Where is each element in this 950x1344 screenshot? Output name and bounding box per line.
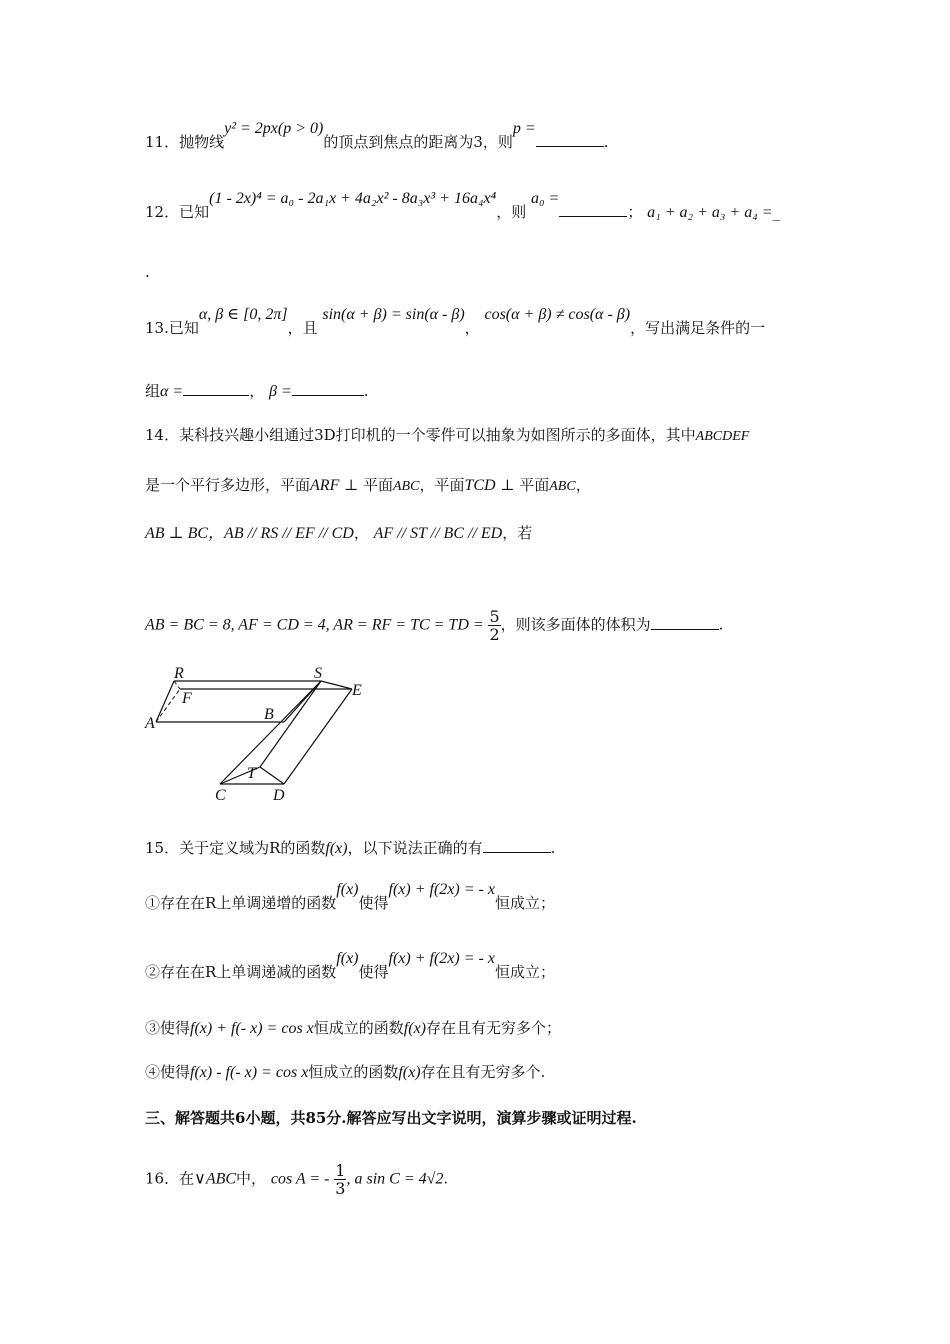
q11-end: . xyxy=(603,133,609,151)
edge-r-a xyxy=(156,681,174,722)
q13-text-pre: 已知 xyxy=(168,319,199,337)
label-a: A xyxy=(145,715,155,732)
q12-line xyxy=(145,190,781,223)
q13-text-end: ，写出满足条件的一 xyxy=(630,319,766,337)
q15-opt1-equation: f(x) + f(2x) = - x xyxy=(388,881,495,898)
q13-line2-pre: 组 xyxy=(145,382,161,400)
q11-parabola-equation: y² = 2px(p > 0) xyxy=(224,120,324,137)
q11-p-equals: p = xyxy=(512,120,536,137)
q14-tcd: TCD xyxy=(464,477,496,494)
q12-dot: . xyxy=(145,263,150,281)
q14-line3-end: ，若 xyxy=(502,524,533,542)
q13-sin-equation: sin(α + β) = sin(α - β) xyxy=(322,306,465,323)
label-f: F xyxy=(182,690,192,707)
label-b: B xyxy=(264,706,274,723)
q15-opt1-mid: 使得 xyxy=(358,894,389,912)
label-c: C xyxy=(215,787,226,804)
q15-option-1 xyxy=(145,881,555,914)
q13-beta-equals: β = xyxy=(269,383,292,400)
q11-line xyxy=(145,120,609,153)
q11-text-mid: 的顶点到焦点的距离为3，则 xyxy=(323,133,513,151)
q14-fraction xyxy=(488,608,500,643)
q15-opt2-mid: 使得 xyxy=(358,963,389,981)
label-t: T xyxy=(247,765,256,782)
q13-alpha-blank[interactable] xyxy=(183,381,249,396)
q15-opt2-f: f(x) xyxy=(336,950,359,967)
q14-perp-parallel-1: AB ⊥ BC，AB // RS // EF // CD xyxy=(145,525,354,542)
q16-frac-num: 1 xyxy=(335,1161,346,1180)
q16-text-mid: 中， xyxy=(236,1169,267,1188)
q14-lengths: AB = BC = 8, AF = CD = 4, AR = RF = TC = TD = xyxy=(145,616,484,634)
q13-alpha-equals: α = xyxy=(160,383,184,400)
q15-option-2 xyxy=(145,950,555,983)
q15-option-3 xyxy=(145,1018,561,1039)
q14-line4-dot: . xyxy=(718,615,724,634)
edge-t-d xyxy=(260,767,284,784)
q12-text-mid: ，则 xyxy=(496,203,527,221)
q11-answer-blank[interactable] xyxy=(536,132,604,147)
q15-opt4-pre: ④使得 xyxy=(145,1063,191,1081)
edge-s-e xyxy=(321,681,352,689)
edge-r-f-dashed xyxy=(174,681,180,689)
q15-opt4-end: 存在且有无穷多个. xyxy=(420,1063,546,1081)
q13-alpha-beta-range: α, β ∈ [0, 2π] xyxy=(198,306,288,323)
q15-opt4-equation: f(x) - f(- x) = cos x xyxy=(190,1064,309,1081)
q16-end: . xyxy=(443,1169,449,1188)
q15-opt4-f: f(x) xyxy=(398,1064,421,1081)
q15-opt1-end: 恒成立； xyxy=(494,894,555,912)
q15-line1 xyxy=(145,838,555,859)
edge-s-t xyxy=(260,681,321,767)
label-d: D xyxy=(273,787,285,804)
q14-line2 xyxy=(145,475,591,497)
edge-s-c xyxy=(220,681,321,784)
q13-line2 xyxy=(145,381,369,402)
q14-perp2: ⊥ 平面 xyxy=(495,476,550,494)
q14-line1 xyxy=(145,425,749,447)
q14-frac-den: 2 xyxy=(489,625,500,644)
q15-opt3-mid: 恒成立的函数 xyxy=(313,1019,404,1037)
q15-text-end: . xyxy=(550,839,556,857)
q12-sum-equals: a₁ + a₂ + a₃ + a₄ = xyxy=(647,204,773,221)
q13-comma2: ， xyxy=(249,382,265,400)
q14-volume-blank[interactable] xyxy=(651,615,719,630)
q15-text-pre: 15．关于定义域为R的函数 xyxy=(145,839,326,857)
q14-parallel-2: AF // ST // BC // ED xyxy=(373,525,503,542)
q15-opt2-pre: ②存在在R上单调递减的函数 xyxy=(145,963,337,981)
q15-opt1-pre: ①存在在R上单调递增的函数 xyxy=(145,894,337,912)
q14-perp1: ⊥ 平面 xyxy=(339,476,393,494)
q14-line4-end: ，则该多面体的体积为 xyxy=(500,615,651,634)
q14-line3 xyxy=(145,523,532,544)
edge-e-d xyxy=(284,689,352,784)
q12-text-pre: 已知 xyxy=(179,203,210,221)
q15-answer-blank[interactable] xyxy=(483,838,551,853)
q11-number: 11． xyxy=(145,133,180,151)
section-3-heading: 三、解答题共6小题，共85分.解答应写出文字说明，演算步骤或证明过程. xyxy=(145,1109,637,1127)
q15-opt2-equation: f(x) + f(2x) = - x xyxy=(388,950,495,967)
q12-binomial-expansion: (1 - 2x)⁴ = a₀ - 2a₁x + 4a₂x² - 8a₃x³ + 16a₄x⁴ xyxy=(209,190,497,207)
q14-line4 xyxy=(145,608,723,643)
q14-frac-num: 5 xyxy=(489,607,500,626)
q13-end: . xyxy=(363,382,369,400)
q13-beta-blank[interactable] xyxy=(292,381,364,396)
q15-opt4-mid: 恒成立的函数 xyxy=(308,1063,399,1081)
q14-arf: ARF xyxy=(310,477,340,494)
q12-tail: _ xyxy=(772,203,781,221)
q14-text-1: 14．某科技兴趣小组通过3D打印机的一个零件可以抽象为如图所示的多面体，其中 xyxy=(145,426,696,444)
q14-abc-1: ABC xyxy=(393,479,420,494)
q15-option-4 xyxy=(145,1062,545,1083)
q13-number: 13. xyxy=(145,319,169,337)
q15-opt3-f: f(x) xyxy=(403,1020,426,1037)
q13-and: ，且 xyxy=(287,319,318,337)
q15-fx: f(x) xyxy=(325,840,348,857)
q16-line xyxy=(145,1162,448,1197)
q11-text-pre: 抛物线 xyxy=(179,133,225,151)
q14-text-2a: 是一个平行多边形，平面 xyxy=(145,476,311,494)
q16-cos-a: cos A = - xyxy=(270,1170,330,1188)
q13-cos-inequality: cos(α + β) ≠ cos(α - β) xyxy=(484,306,631,323)
q12-a0-blank[interactable] xyxy=(559,202,627,217)
q13-comma: ， xyxy=(464,319,480,337)
q16-frac-den: 3 xyxy=(335,1179,346,1198)
q15-opt3-equation: f(x) + f(- x) = cos x xyxy=(190,1020,314,1037)
q16-fraction xyxy=(334,1162,346,1197)
q16-number: 16． xyxy=(145,1169,180,1188)
q12-sep: ； xyxy=(627,203,643,221)
label-s: S xyxy=(314,665,322,682)
q12-line2 xyxy=(145,262,150,282)
q12-a0-equals: a₀ = xyxy=(530,190,560,207)
q16-asinc: , a sin C = 4√2 xyxy=(346,1170,444,1188)
q15-opt2-end: 恒成立； xyxy=(494,963,555,981)
q15-opt3-pre: ③使得 xyxy=(145,1019,191,1037)
q15-opt3-end: 存在且有无穷多个； xyxy=(426,1019,562,1037)
q14-line3-sep: ， xyxy=(353,524,369,542)
polyhedron-figure xyxy=(140,660,380,810)
q15-opt1-f: f(x) xyxy=(336,881,359,898)
q12-number: 12． xyxy=(145,203,180,221)
q14-text-2c: ， xyxy=(575,476,591,494)
q15-text-mid: ，以下说法正确的有 xyxy=(347,839,483,857)
q16-text-pre: 在 xyxy=(179,1169,195,1188)
q13-line xyxy=(145,306,766,339)
q14-text-2b: ，平面 xyxy=(419,476,465,494)
label-r: R xyxy=(174,665,184,682)
q14-abc-2: ABC xyxy=(549,479,576,494)
q16-triangle: ∨ABC xyxy=(194,1170,237,1188)
q14-abcdef: ABCDEF xyxy=(695,429,750,444)
label-e: E xyxy=(352,682,362,699)
